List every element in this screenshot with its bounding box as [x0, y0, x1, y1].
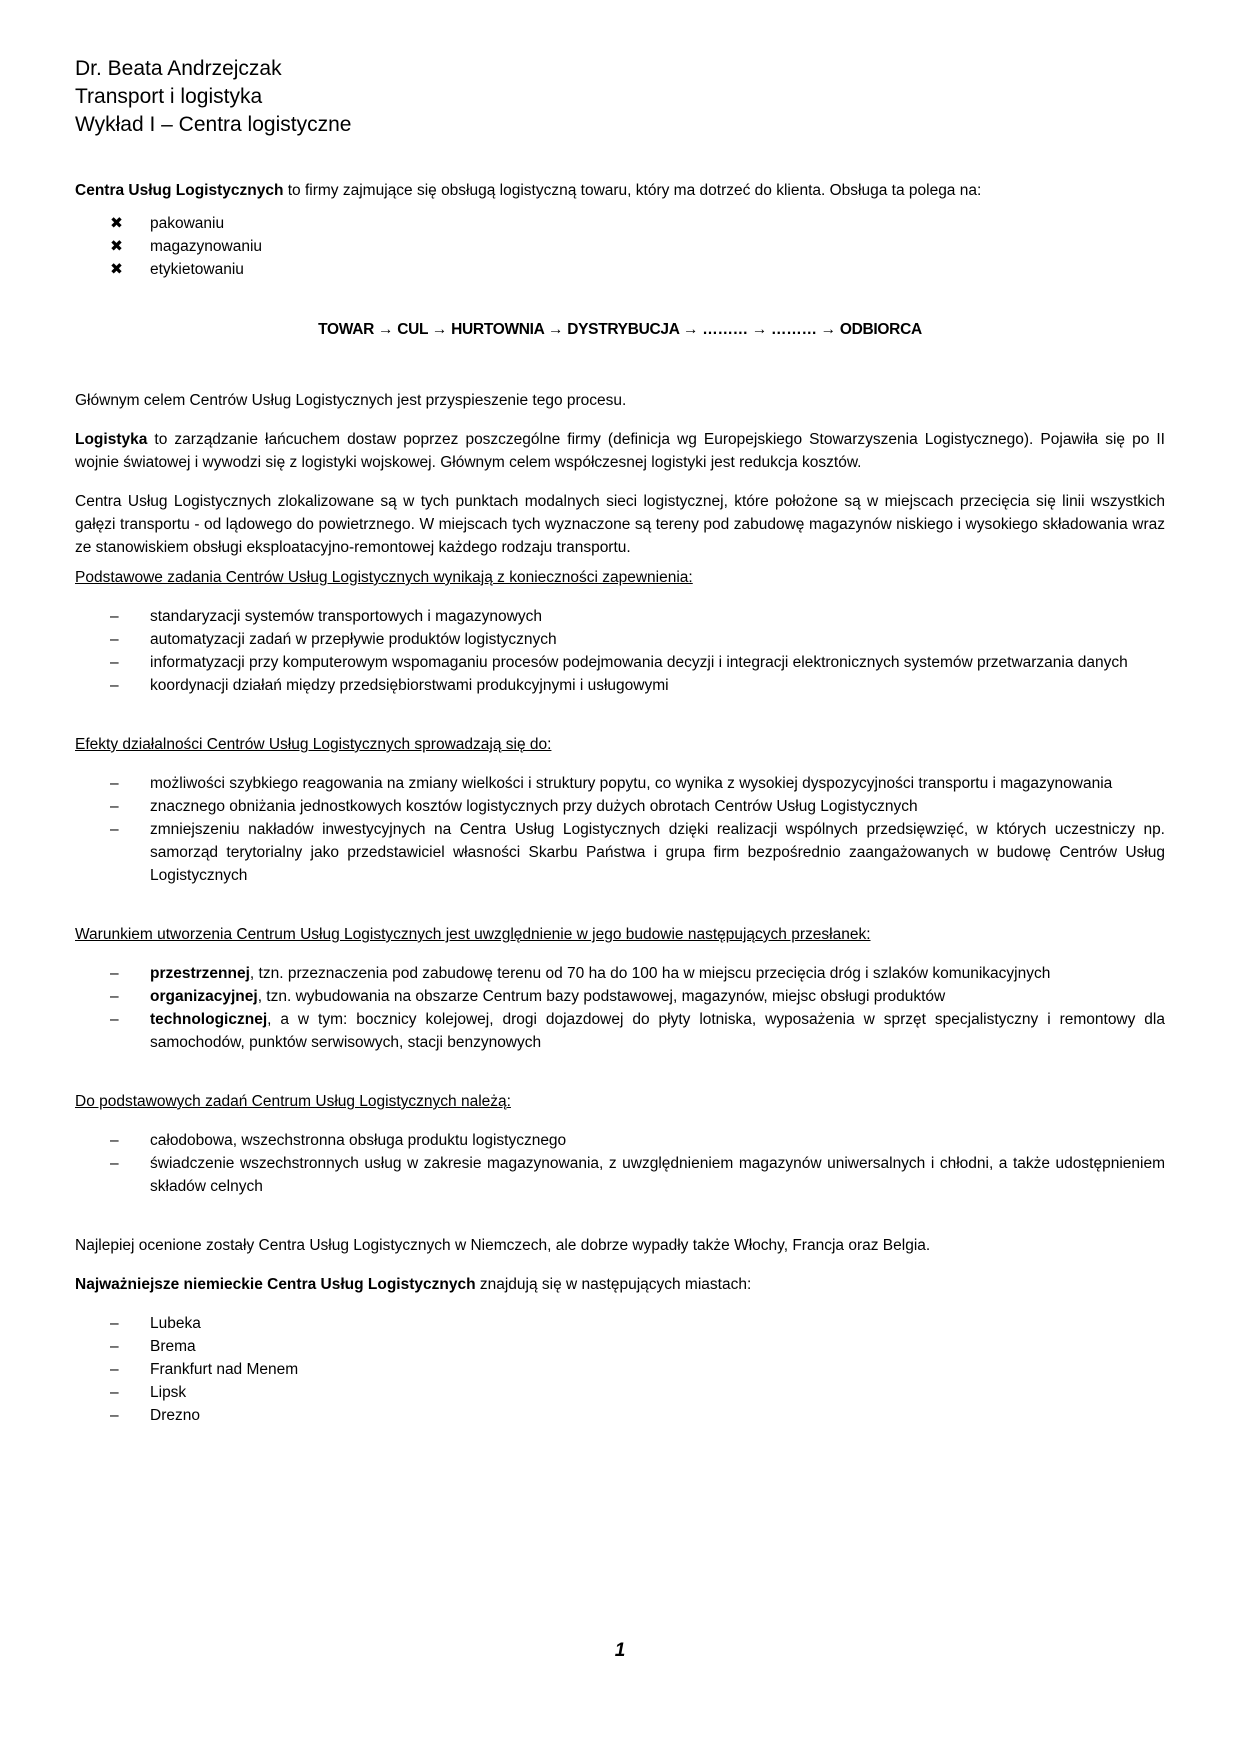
list-item: ✖ pakowaniu [75, 212, 1165, 235]
list-item: ✖ etykietowaniu [75, 258, 1165, 281]
dash-bullet-icon: – [110, 1132, 119, 1149]
tasks-title: Podstawowe zadania Centrów Usług Logistycznych wynikają z konieczności zapewnienia: [75, 569, 693, 586]
conditions-list [75, 962, 1165, 1054]
german-centres-paragraph: Najważniejsze niemieckie Centra Usług Logistycznych znajdują się w następujących miastach: [75, 1276, 752, 1293]
dash-bullet-icon: – [110, 1407, 119, 1424]
dash-bullet-icon: – [110, 1338, 119, 1355]
cross-bullet-icon: ✖ [110, 215, 123, 232]
document-header [75, 55, 1165, 139]
effects-title: Efekty działalności Centrów Usług Logistycznych sprowadzają się do: [75, 736, 552, 753]
lecture-title: Wykład I – Centra logistyczne [75, 113, 352, 136]
dash-bullet-icon: – [110, 677, 119, 694]
list-item: – informatyzacji przy komputerowym wspomaganiu procesów podejmowania decyzji i integracji elektronicznych systemów przetwarzania danych [75, 651, 1165, 674]
intro-list [75, 212, 1165, 281]
tasks-list [75, 605, 1165, 697]
list-item: – technologicznej, a w tym: bocznicy kolejowej, drogi dojazdowej do płyty lotniska, wyposażenia w sprzęt specjalistyczny i remontowy dla samochodów, punktów serwisowych, stacji benzynowych [75, 1008, 1165, 1054]
list-item: – standaryzacji systemów transportowych i magazynowych [75, 605, 1165, 628]
dash-bullet-icon: – [110, 821, 119, 838]
dash-bullet-icon: – [110, 1155, 119, 1172]
cross-bullet-icon: ✖ [110, 238, 123, 255]
course-name: Transport i logistyka [75, 85, 263, 108]
dash-bullet-icon: – [110, 965, 119, 982]
cross-bullet-icon: ✖ [110, 261, 123, 278]
list-item: – automatyzacji zadań w przepływie produktów logistycznych [75, 628, 1165, 651]
dash-bullet-icon: – [110, 775, 119, 792]
dash-bullet-icon: – [110, 1011, 119, 1028]
logistics-paragraph: Logistyka to zarządzanie łańcuchem dostaw poprzez poszczególne firmy (definicja wg Europejskiego Stowarzyszenia Logistycznego). Pojawiła się po II wojnie światowej i wywodzi się z logistyki wojskowej. Głównym celem współczesnej logistyki jest redukcja kosztów. [75, 431, 1165, 471]
intro-text: to firmy zajmujące się obsługą logistyczną towaru, który ma dotrzeć do klienta. Obsługa ta polega na: [283, 182, 982, 199]
list-item: – przestrzennej, tzn. przeznaczenia pod zabudowę terenu od 70 ha do 100 ha w miejscu przecięcia dróg i szlaków komunikacyjnych [75, 962, 1165, 985]
list-item: – Drezno [75, 1404, 1165, 1427]
dash-bullet-icon: – [110, 1361, 119, 1378]
list-item: – Frankfurt nad Menem [75, 1358, 1165, 1381]
dash-bullet-icon: – [110, 631, 119, 648]
dash-bullet-icon: – [110, 608, 119, 625]
logistics-term: Logistyka [75, 431, 148, 448]
dash-bullet-icon: – [110, 798, 119, 815]
cities-list [75, 1312, 1165, 1427]
effects-list [75, 772, 1165, 887]
list-item: – Brema [75, 1335, 1165, 1358]
dash-bullet-icon: – [110, 1315, 119, 1332]
page-number: 1 [614, 1640, 626, 1661]
dash-bullet-icon: – [110, 654, 119, 671]
list-item: – możliwości szybkiego reagowania na zmiany wielkości i struktury popytu, co wynika z wysokiej dyspozycyjności transportu i magazynowania [75, 772, 1165, 795]
list-item: – świadczenie wszechstronnych usług w zakresie magazynowania, z uwzględnieniem magazynów uniwersalnych i chłodni, a także udostępnieniem składów celnych [75, 1152, 1165, 1198]
flow-chain: TOWAR → CUL → HURTOWNIA → DYSTRYBUCJA → ……… → ……… → ODBIORCA [318, 321, 922, 338]
list-item: – całodobowa, wszechstronna obsługa produktu logistycznego [75, 1129, 1165, 1152]
list-item: – zmniejszeniu nakładów inwestycyjnych na Centra Usług Logistycznych dzięki realizacji wspólnych przedsięwzięć, w których uczestniczy np. samorząd terytorialny jako przedstawiciel własności Skarbu Państwa i grupa firm bezpośrednio zaangażowanych w budowę Centrów Usług Logistycznych [75, 818, 1165, 887]
german-centres-term: Najważniejsze niemieckie Centra Usług Logistycznych [75, 1276, 476, 1293]
list-item: – organizacyjnej, tzn. wybudowania na obszarze Centrum bazy podstawowej, magazynów, miejsc obsługi produktów [75, 985, 1165, 1008]
intro-paragraph [75, 179, 1165, 202]
goal-paragraph: Głównym celem Centrów Usług Logistycznych jest przyspieszenie tego procesu. [75, 392, 627, 409]
author-name: Dr. Beata Andrzejczak [75, 57, 282, 80]
dash-bullet-icon: – [110, 1384, 119, 1401]
list-item: ✖ magazynowaniu [75, 235, 1165, 258]
conditions-title: Warunkiem utworzenia Centrum Usług Logistycznych jest uwzględnienie w jego budowie następujących przesłanek: [75, 926, 871, 943]
intro-term: Centra Usług Logistycznych [75, 182, 284, 199]
list-item: – znacznego obniżania jednostkowych kosztów logistycznych przy dużych obrotach Centrów Usług Logistycznych [75, 795, 1165, 818]
basic-tasks-title: Do podstawowych zadań Centrum Usług Logistycznych należą: [75, 1093, 511, 1110]
list-item: – koordynacji działań między przedsiębiorstwami produkcyjnymi i usługowymi [75, 674, 1165, 697]
list-item: – Lubeka [75, 1312, 1165, 1335]
dash-bullet-icon: – [110, 988, 119, 1005]
list-item: – Lipsk [75, 1381, 1165, 1404]
best-rated-paragraph: Najlepiej ocenione zostały Centra Usług Logistycznych w Niemczech, ale dobrze wypadły także Włochy, Francja oraz Belgia. [75, 1237, 931, 1254]
location-paragraph: Centra Usług Logistycznych zlokalizowane są w tych punktach modalnych sieci logistycznej, które położone są w miejscach przecięcia się linii wszystkich gałęzi transportu - od lądowego do powietrznego. W miejscach tych wyznaczone są tereny pod zabudowę magazynów niskiego i wysokiego składowania wraz ze stanowiskiem obsługi eksploatacyjno-remontowej każdego rodzaju transportu. [75, 493, 1165, 556]
document-page [75, 55, 1165, 1427]
basic-tasks-list [75, 1129, 1165, 1198]
